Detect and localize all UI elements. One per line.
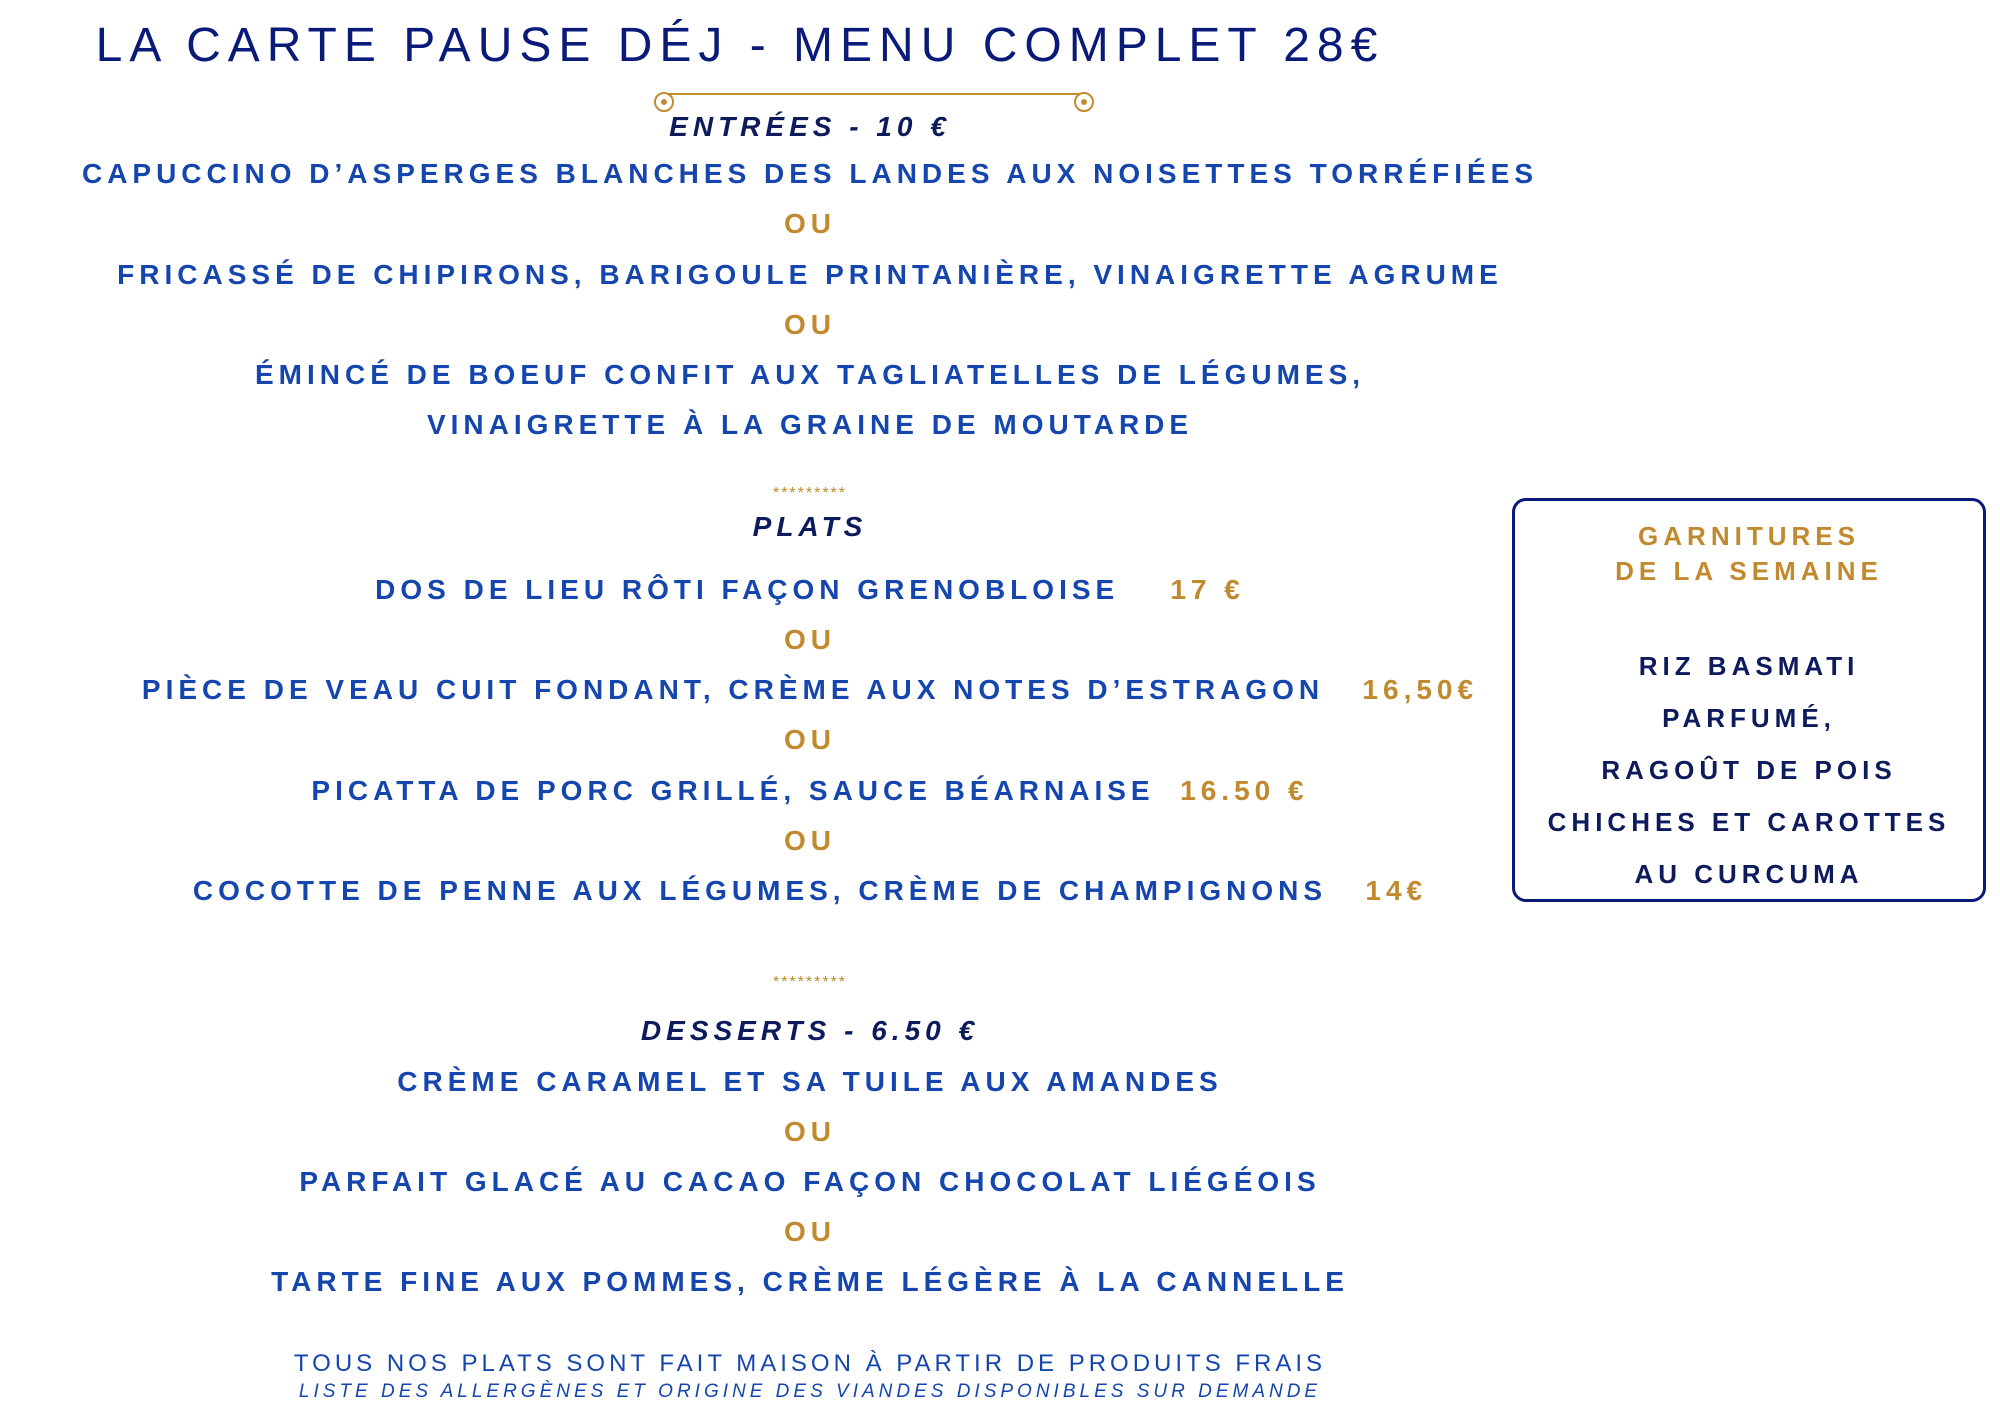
entree-item: ÉMINCÉ DE BOEUF CONFIT AUX TAGLIATELLES DE LÉGUMES, [254, 359, 1366, 390]
dessert-item: PARFAIT GLACÉ AU CACAO FAÇON CHOCOLAT LIÉGÉOIS [299, 1166, 1321, 1197]
footer-note: TOUS NOS PLATS SONT FAIT MAISON À PARTIR DE PRODUITS FRAIS [293, 1350, 1327, 1377]
plat-name: PIÈCE DE VEAU CUIT FONDANT, CRÈME AUX NOTES D’ESTRAGON [141, 674, 1325, 705]
plat-item [0, 674, 1620, 706]
page-title: LA CARTE PAUSE DÉJ - MENU COMPLET 28€ [95, 19, 1385, 72]
garniture-line: RAGOÛT DE POIS [1601, 755, 1897, 785]
garnitures-subheader: DE LA SEMAINE [1615, 556, 1883, 586]
plat-name: COCOTTE DE PENNE AUX LÉGUMES, CRÈME DE CHAMPIGNONS [192, 875, 1328, 906]
separator-ou: OU [784, 309, 836, 340]
plats-header: PLATS [752, 511, 868, 542]
separator-ou: OU [784, 624, 836, 655]
separator-ou: OU [784, 1116, 836, 1147]
dessert-item: CRÈME CARAMEL ET SA TUILE AUX AMANDES [397, 1066, 1223, 1097]
stars-divider: ********* [772, 485, 848, 502]
entrees-header: ENTRÉES - 10 € [669, 111, 951, 142]
garniture-line: RIZ BASMATI [1638, 651, 1860, 681]
plat-name: DOS DE LIEU RÔTI FAÇON GRENOBLOISE [375, 574, 1120, 605]
plat-price: 16.50 € [1180, 775, 1309, 806]
separator-ou: OU [784, 724, 836, 755]
garnitures-box [1512, 498, 1986, 902]
plat-item [0, 574, 1620, 606]
dessert-item: TARTE FINE AUX POMMES, CRÈME LÉGÈRE À LA CANNELLE [271, 1266, 1349, 1297]
garnitures-header: GARNITURES [1638, 521, 1860, 551]
plat-item [0, 775, 1620, 807]
garniture-line: AU CURCUMA [1634, 859, 1864, 889]
garniture-line: PARFUMÉ, [1662, 703, 1836, 733]
entree-item: FRICASSÉ DE CHIPIRONS, BARIGOULE PRINTANIÈRE, VINAIGRETTE AGRUME [117, 259, 1503, 290]
separator-ou: OU [784, 208, 836, 239]
plat-price: 14€ [1365, 875, 1428, 906]
separator-ou: OU [784, 825, 836, 856]
plat-price: 17 € [1170, 574, 1245, 605]
desserts-header: DESSERTS - 6.50 € [640, 1015, 980, 1046]
plat-item [0, 875, 1620, 907]
garniture-line: CHICHES ET CAROTTES [1547, 807, 1951, 837]
plat-name: PICATTA DE PORC GRILLÉ, SAUCE BÉARNAISE [311, 775, 1155, 806]
footer-allergens: LISTE DES ALLERGÈNES ET ORIGINE DES VIANDES DISPONIBLES SUR DEMANDE [298, 1381, 1322, 1402]
plat-price: 16,50€ [1362, 674, 1479, 705]
entree-item-continued: VINAIGRETTE À LA GRAINE DE MOUTARDE [426, 409, 1194, 440]
stars-divider: ********* [772, 974, 848, 991]
separator-ou: OU [784, 1216, 836, 1247]
entree-item: CAPUCCINO D’ASPERGES BLANCHES DES LANDES AUX NOISETTES TORRÉFIÉES [81, 158, 1539, 189]
